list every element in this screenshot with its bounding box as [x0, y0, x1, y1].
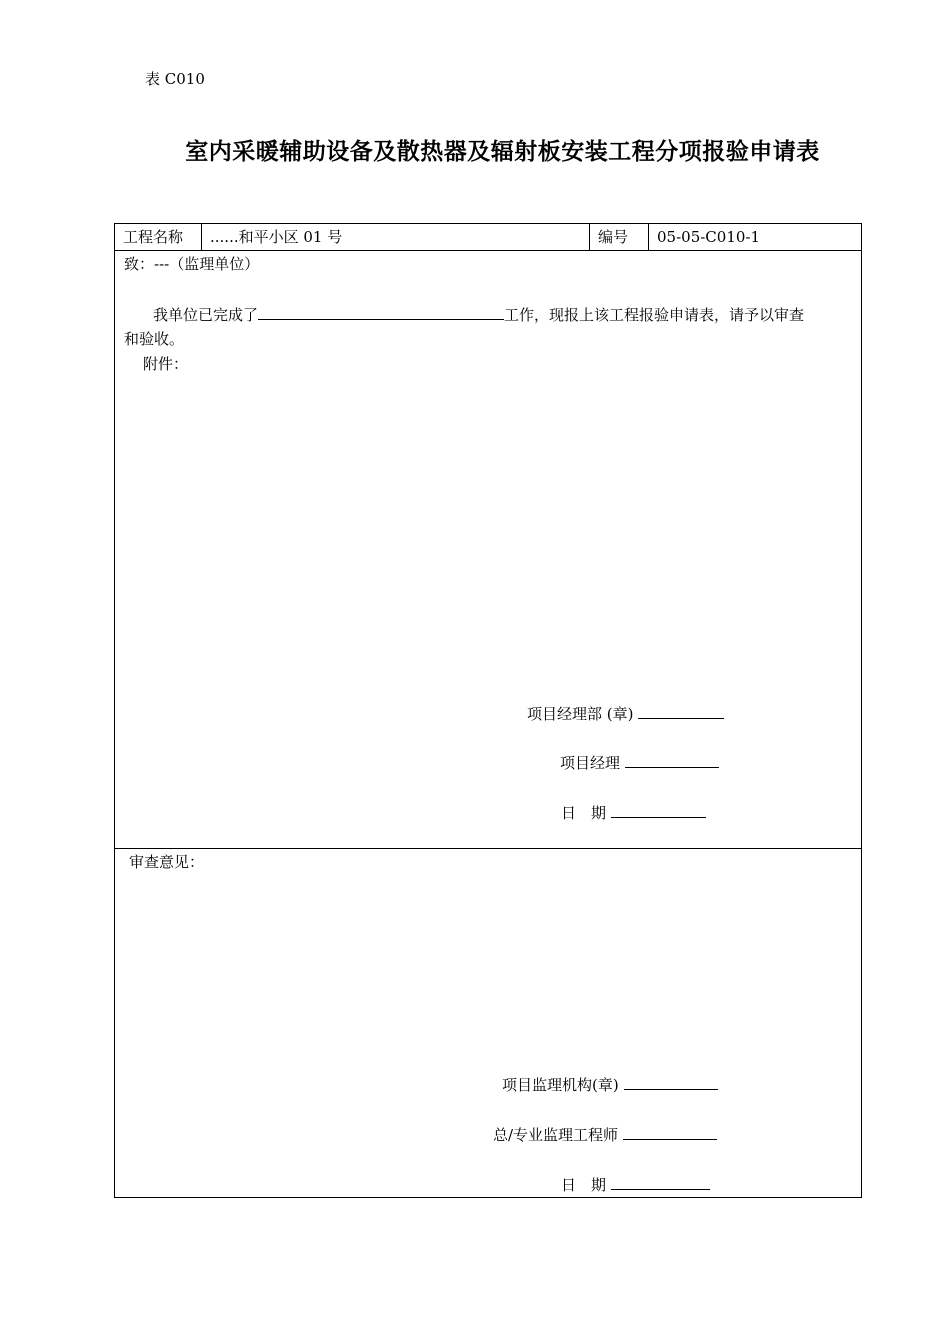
- project-name-value[interactable]: ......和平小区 01 号: [202, 224, 590, 250]
- sig-engineer-blank[interactable]: [623, 1125, 717, 1140]
- sig-manager-label: 项目经理: [560, 754, 621, 772]
- body-part2: 工作，现报上该工程报验申请表，请予以审查: [504, 306, 805, 324]
- sig-date-row: [561, 802, 706, 823]
- sig-engineer-label: 总/专业监理工程师: [493, 1126, 619, 1144]
- sig-institution-label: 项目监理机构(章): [502, 1076, 619, 1094]
- number-label: 编号: [590, 224, 649, 250]
- opinion-label: 审查意见：: [129, 853, 205, 871]
- application-section: [115, 251, 861, 849]
- application-body-line2: 和验收。: [124, 330, 185, 348]
- page-title: 室内采暖辅助设备及散热器及辐射板安装工程分项报验申请表: [185, 138, 820, 165]
- project-info-row: [115, 224, 861, 251]
- body-part1: 我单位已完成了: [153, 306, 259, 324]
- review-date-row: [561, 1174, 710, 1195]
- sig-engineer-row: [493, 1124, 717, 1145]
- sig-date-blank[interactable]: [611, 803, 706, 818]
- sig-department-label: 项目经理部 (章): [527, 705, 634, 723]
- review-date-blank[interactable]: [611, 1175, 710, 1190]
- application-body-line1: [153, 304, 804, 325]
- number-value[interactable]: 05-05-C010-1: [657, 228, 761, 246]
- review-section: [115, 849, 861, 1197]
- completed-work-blank[interactable]: [258, 305, 504, 320]
- application-form: [114, 223, 862, 1198]
- sig-manager-blank[interactable]: [625, 753, 719, 768]
- review-date-label: 日 期: [561, 1176, 607, 1194]
- sig-department-blank[interactable]: [638, 704, 724, 719]
- sig-institution-row: [502, 1074, 718, 1095]
- sig-department-row: [527, 703, 724, 724]
- sig-manager-row: [560, 752, 719, 773]
- sig-institution-blank[interactable]: [624, 1075, 718, 1090]
- project-name-label: 工程名称: [115, 224, 202, 250]
- sig-date-label: 日 期: [561, 804, 607, 822]
- to-line: 致：---（监理单位）: [124, 255, 260, 273]
- attachments-label: 附件：: [143, 355, 189, 373]
- form-code: 表 C010: [145, 70, 205, 88]
